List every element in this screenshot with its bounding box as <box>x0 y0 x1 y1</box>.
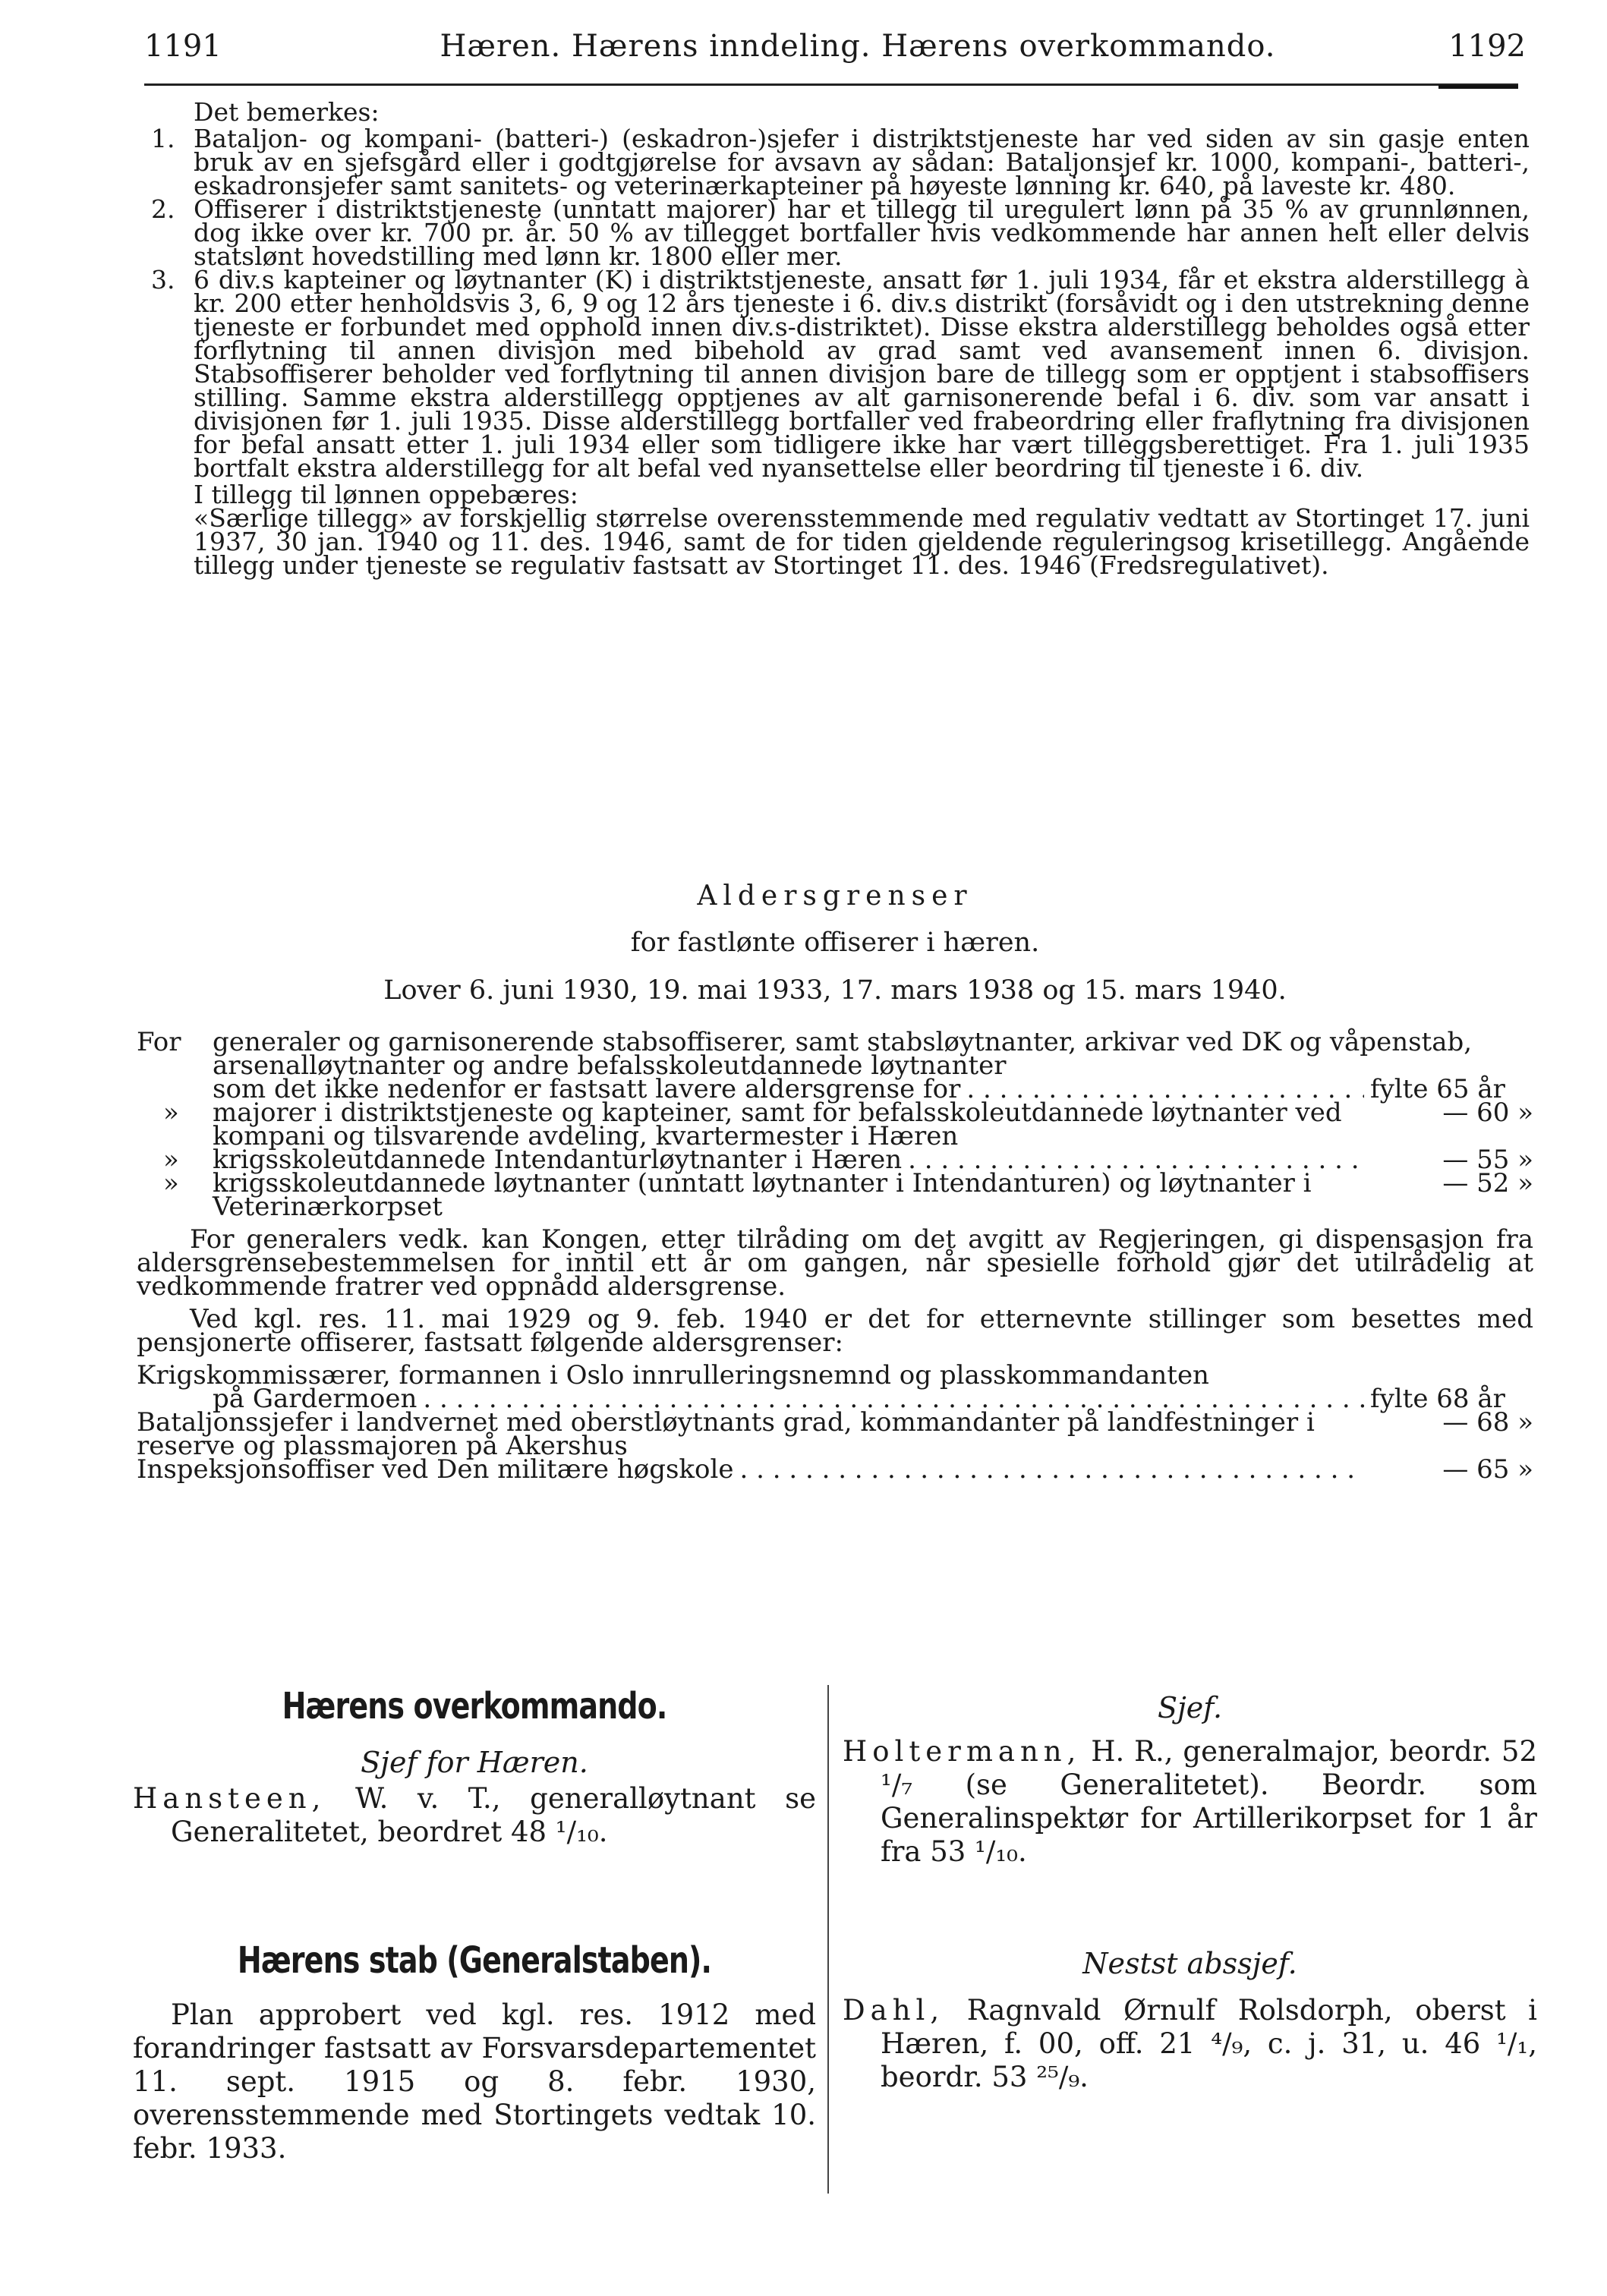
page-number-left: 1191 <box>144 29 222 64</box>
running-title: Hæren. Hærens inndeling. Hærens overkommando. <box>440 29 1276 64</box>
row-value: fylte 65 år <box>1370 1074 1505 1104</box>
remark-number: 3. <box>151 265 175 294</box>
row-text: som det ikke nedenfor er fastsatt lavere aldersgrense for <box>213 1074 961 1104</box>
addition-text: «Særlige tillegg» av forskjellig størrelse overensstemmende med regulativ vedtatt av Stortinget 17. juni 1937, 30 jan. 1940 og 11. des. 1946, samt de for tiden gjeldende reguleringsog krisetillegg. Angående tillegg under tjeneste se regulativ fastsatt av Stortinget 11. des. 1946 (Fredsregulativet). <box>194 503 1530 580</box>
overkommando-section <box>133 1685 816 1849</box>
stab-text: Plan approbert ved kgl. res. 1912 med forandringer fastsatt av Forsvarsdepartementet 11. sept. 1915 og 8. febr. 1930, overensstemmende med Stortingets vedtak 10. febr. 1933. <box>133 1998 816 2165</box>
remark-text: 6 div.s kapteiner og løytnanter (K) i distriktstjeneste, ansatt før 1. juli 1934, får et ekstra alderstillegg à kr. 200 etter henholdsvis 3, 6, 9 og 12 års tjeneste i 6. div.s distrikt (forsåvidt og i den utstrekning denne tjeneste er forbundet med opphold innen div.s-distriktet). Disse ekstra alderstillegg beholdes også etter forflytning til annen divisjon med bibehold av grad samt ved avansement innen 6. divisjon. Stabsoffiserer beholder ved forflytning til annen divisjon bare de tillegg som er opptjent i stabsoffisers stilling. Samme ekstra alderstillegg opptjenes av alt garnisonerende befal i 6. div. som var ansatt i divisjonen før 1. juli 1935. Disse alderstillegg bortfaller ved frabeordring eller fraflytning fra divisjonen for befal ansatt etter 1. juli 1934 eller som tidligere ikke har vært tilleggsberettiget. Fra 1. juli 1935 bortfalt ekstra alderstillegg for alt befal ved nyansettelse eller beordring til tjeneste i 6. div. <box>194 265 1530 483</box>
row-value: — 60 » <box>1442 1098 1533 1128</box>
running-header <box>144 29 1526 74</box>
addition-intro: I tillegg til lønnen oppebæres: <box>194 480 578 509</box>
row-value: — 65 » <box>1442 1454 1533 1485</box>
stab-section <box>133 1939 816 2165</box>
chief-text: W. v. T., generalløytnant se Generalitetet, beordret 48 ¹/₁₀. <box>171 1782 816 1848</box>
nestsjef-title: Nestst abssjef. <box>1082 1947 1297 1980</box>
sjef-text: H. R., generalmajor, beordr. 52 ¹/₇ (se Generalitetet). Beordr. som Generalinspektør for Artillerikorpset for 1 år fra 53 ¹/₁₀. <box>881 1735 1538 1868</box>
row-text: krigsskoleutdannede løytnanter (unntatt løytnanter i Intendanturen) og løytnanter i Veterinærkorpset <box>213 1168 1312 1222</box>
row-text: majorer i distriktstjeneste og kapteiner, samt for befalsskoleutdannede løytnanter ved kompani og tilsvarende avdeling, kvartermester i Hæren <box>213 1098 1342 1151</box>
age-limits-list <box>137 1027 1533 1485</box>
page-number-right: 1192 <box>1448 29 1526 64</box>
pension-row <box>137 1407 1533 1461</box>
row-prefix: » <box>163 1098 179 1128</box>
chief-title: Sjef for Hæren. <box>361 1746 588 1779</box>
nestsjef-text: Ragnvald Ørnulf Rolsdorph, oberst i Hæren, f. 00, off. 21 ⁴/₉, c. j. 31, u. 46 ¹/₁, beordr. 53 ²⁵/₉. <box>881 1994 1537 2093</box>
pension-row <box>137 1360 1533 1414</box>
row-text: på Gardermoen <box>213 1384 418 1414</box>
header-rule <box>144 83 1518 86</box>
chief-entry <box>133 1782 816 1849</box>
header-rule-accent <box>1438 85 1518 89</box>
row-prefix: For <box>137 1027 181 1057</box>
age-limit-row <box>137 1168 1533 1222</box>
row-text: Inspeksjonsoffiser ved Den militære høgskole <box>137 1454 734 1485</box>
age-limits-laws: Lover 6. juni 1930, 19. mai 1933, 17. mars 1938 og 15. mars 1940. <box>383 975 1287 1006</box>
pension-note: Ved kgl. res. 11. mai 1929 og 9. feb. 1940 er det for etternevnte stillinger som besettes med pensjonerte offiserer, fastsatt følgende aldersgrenser: <box>137 1304 1533 1358</box>
remark-text: Bataljon- og kompani- (batteri-) (eskadron-)sjefer i distriktstjeneste har ved siden av sin gasje enten bruk av en sjefsgård eller i godtgjørelse for avsavn av sådan: Bataljonsjef kr. 1000, kompani-, batteri-, eskadronsjefer samt sanitets- og veterinærkapteiner på høyeste lønning kr. 640, på laveste kr. 480. <box>194 124 1530 200</box>
age-limits-title: Aldersgrenser <box>697 880 973 912</box>
row-prefix: » <box>163 1168 179 1198</box>
age-limit-row <box>137 1098 1533 1151</box>
section-heading: Hærens stab (Generalstaben). <box>237 1939 712 1982</box>
row-prefix: » <box>163 1145 179 1175</box>
remarks-section <box>151 97 1530 580</box>
sjef-title: Sjef. <box>1157 1691 1223 1724</box>
remark-item <box>151 194 1530 271</box>
generals-note: For generalers vedk. kan Kongen, etter tilråding om det avgitt av Regjeringen, gi dispensasjon fra aldersgrensebestemmelsen for inntil ett år om gangen, når spesielle forhold gjør det utilrådelig at vedkommende fratrer ved oppnådd aldersgrense. <box>137 1224 1533 1302</box>
remark-text: Offiserer i distriktstjeneste (unntatt majorer) har et tillegg til uregulert lønn på 35 % av grunnlønnen, dog ikke over kr. 700 pr. år. 50 % av tillegget bortfaller hvis vedkommende har annen helt eller delvis statslønt hovedstilling med lønn kr. 1800 eller mer. <box>194 194 1530 271</box>
remark-number: 1. <box>151 124 175 153</box>
sjef-section <box>843 1691 1537 1869</box>
dot-leader <box>740 1458 1365 1482</box>
row-text: Bataljonssjefer i landvernet med oberstløytnants grad, kommandanter på landfestninger i reserve og plassmajoren på Akershus <box>137 1407 1315 1461</box>
row-value: — 55 » <box>1442 1145 1533 1175</box>
age-limit-row <box>137 1027 1533 1104</box>
section-heading: Hærens overkommando. <box>282 1685 667 1728</box>
nestsjef-entry <box>843 1994 1537 2094</box>
nestsjef-section <box>843 1947 1537 2094</box>
age-limits-subtitle: for fastlønte offiserer i hæren. <box>630 928 1040 958</box>
sjef-entry <box>843 1735 1537 1869</box>
remark-item <box>151 265 1530 483</box>
remark-number: 2. <box>151 194 175 224</box>
row-value: — 68 » <box>1442 1407 1533 1438</box>
chief-name: Hansteen, <box>133 1782 326 1815</box>
row-value: — 52 » <box>1442 1168 1533 1198</box>
column-divider <box>827 1685 829 2194</box>
remark-item <box>151 124 1530 200</box>
row-value: fylte 68 år <box>1370 1384 1505 1414</box>
sjef-name: Holtermann, <box>843 1735 1082 1768</box>
nestsjef-name: Dahl, <box>843 1994 945 2027</box>
row-lead-text: Krigskommissærer, formannen i Oslo innrulleringsnemnd og plasskommandanten <box>137 1360 1209 1391</box>
row-text: krigsskoleutdannede Intendanturløytnanter i Hæren <box>213 1145 903 1175</box>
pension-row <box>137 1454 1533 1485</box>
remarks-intro: Det bemerkes: <box>194 97 380 127</box>
row-lead-text: generaler og garnisonerende stabsoffiserer, samt stabsløytnanter, arkivar ved DK og våpenstab, arsenalløytnanter og andre befalsskoleutdannede løytnanter <box>213 1027 1473 1081</box>
